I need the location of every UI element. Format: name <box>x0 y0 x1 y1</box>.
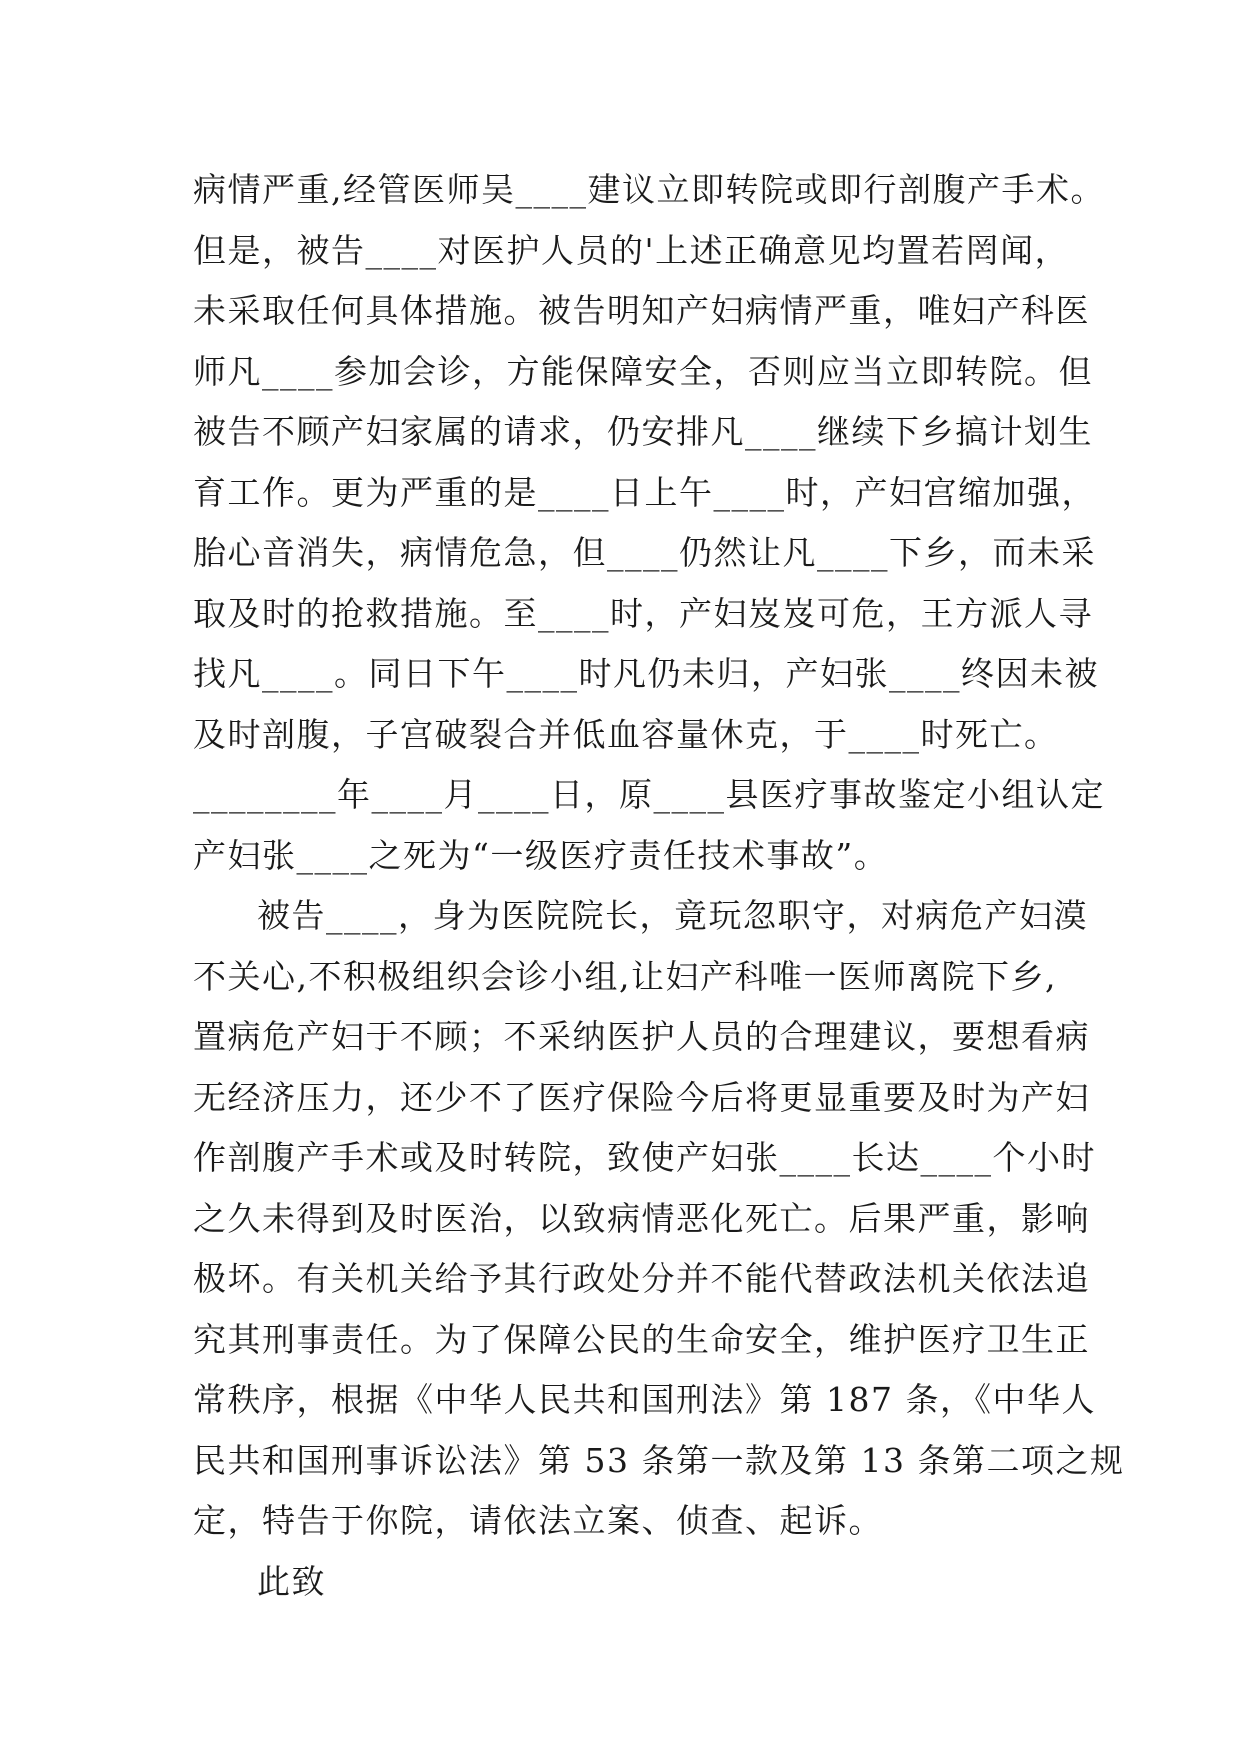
text-line: 之久未得到及时医治，以致病情恶化死亡。后果严重，影响 <box>193 1198 1090 1238</box>
text-line: 作剖腹产手术或及时转院，致使产妇张____长达____个小时 <box>193 1138 1096 1177</box>
text-line: 胎心音消失，病情危急，但____仍然让凡____下乡，而未采 <box>193 533 1096 572</box>
text-line: 无经济压力，还少不了医疗保险今后将更显重要及时为产妇 <box>193 1077 1090 1117</box>
text-line: 被告不顾产妇家属的请求，仍安排凡____继续下乡搞计划生 <box>193 412 1093 451</box>
text-line: 定，特告于你院，请依法立案、侦查、起诉。 <box>193 1501 883 1540</box>
paragraph-1 <box>193 160 1105 886</box>
text-line: 病情严重,经管医师吴____建议立即转院或即行剖腹产手术。 <box>193 170 1105 209</box>
text-line: 产妇张____之死为“一级医疗责任技术事故”。 <box>193 835 889 875</box>
text-line: 但是，被告____对医护人员的'上述正确意见均置若罔闻， <box>193 230 1070 270</box>
text-line: 常秩序，根据《中华人民共和国刑法》第 187 条，《中华人 <box>193 1380 1096 1419</box>
text-line: 民共和国刑事诉讼法》第 53 条第一款及第 13 条第二项之规 <box>193 1440 1125 1480</box>
text-line: 找凡____。同日下午____时凡仍未归，产妇张____终因未被 <box>193 654 1099 693</box>
text-line: ________年____月____日，原____县医疗事故鉴定小组认定 <box>193 775 1105 814</box>
text-line: 师凡____参加会诊，方能保障安全，否则应当立即转院。但 <box>193 351 1093 391</box>
document-body <box>193 160 1125 1612</box>
text-line: 被告____，身为医院院长，竟玩忽职守，对病危产妇漠 <box>257 896 1088 935</box>
closing-salutation: 此致 <box>257 1561 326 1601</box>
text-line: 取及时的抢救措施。至____时，产妇岌岌可危，王方派人寻 <box>193 593 1093 633</box>
text-line: 究其刑事责任。为了保障公民的生命安全，维护医疗卫生正 <box>193 1319 1090 1359</box>
text-line: 极坏。有关机关给予其行政处分并不能代替政法机关依法追 <box>193 1259 1090 1298</box>
paragraph-2 <box>193 886 1125 1552</box>
text-line: 及时剖腹，子宫破裂合并低血容量休克，于____时死亡。 <box>193 714 1059 754</box>
text-line: 不关心,不积极组织会诊小组,让妇产科唯一医师离院下乡, <box>193 956 1057 996</box>
text-line: 育工作。更为严重的是____日上午____时，产妇宫缩加强， <box>193 472 1096 512</box>
text-line: 未采取任何具体措施。被告明知产妇病情严重，唯妇产科医 <box>193 291 1090 330</box>
text-line: 置病危产妇于不顾；不采纳医护人员的合理建议，要想看病 <box>193 1017 1090 1056</box>
